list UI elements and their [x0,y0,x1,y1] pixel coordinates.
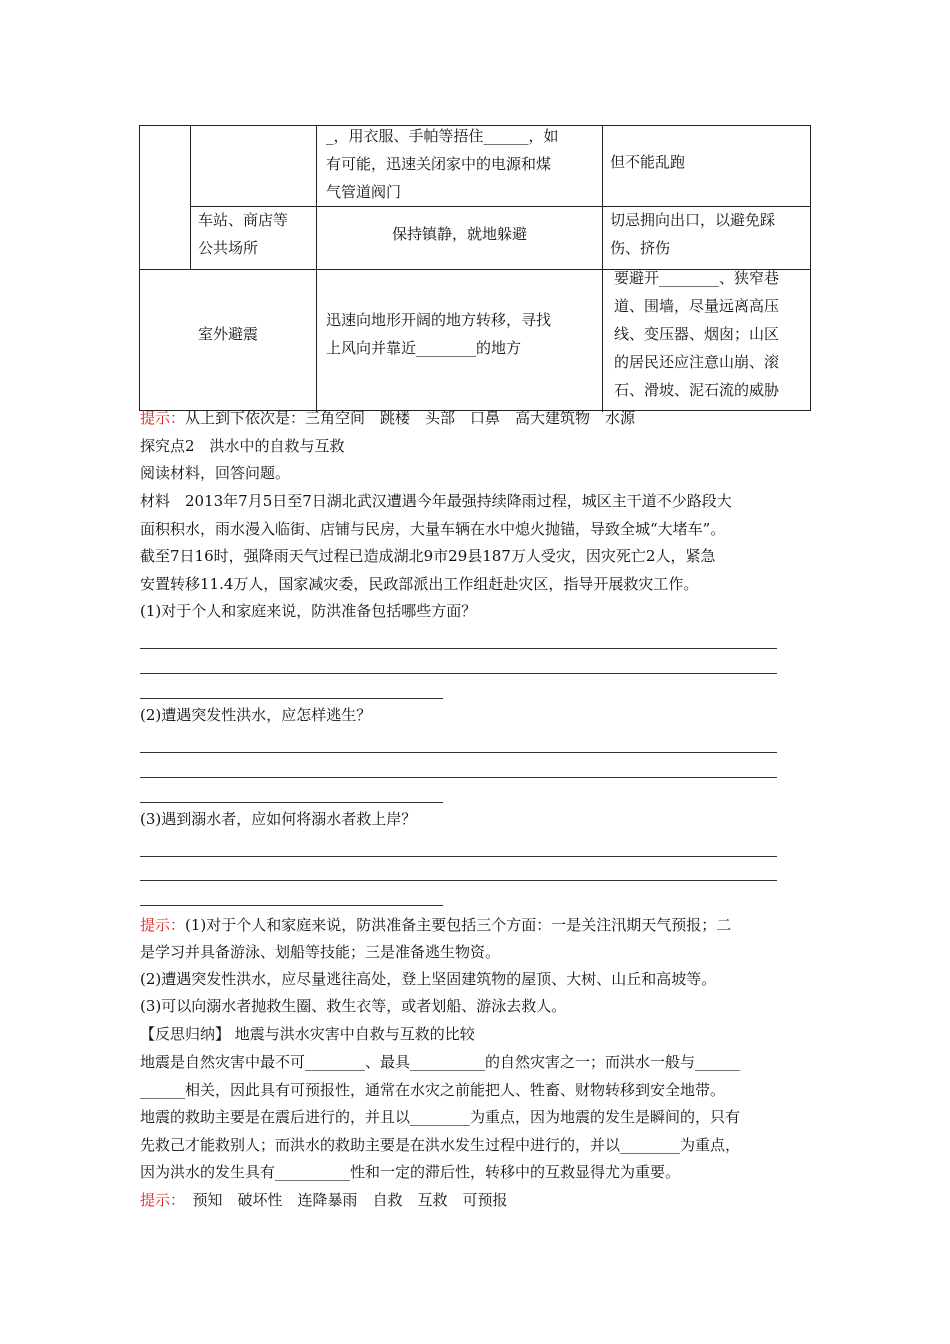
hint-line: (1)对于个人和家庭来说，防洪准备主要包括三个方面：一是关注汛期天气预报；二 [185,916,732,934]
cell-line: 迅速向地形开阔的地方转移，寻找 [326,311,552,329]
hint-1 [140,405,815,431]
cell-line: 伤、挤伤 [610,239,671,257]
reflect-body [140,1049,815,1187]
answer-line[interactable] [140,856,777,857]
table-cell-r2c3: 保持镇静，就地躲避 [391,225,527,243]
table-cell-r2c2 [198,206,316,262]
table-cell-r1c3 [326,122,598,206]
answer-line[interactable] [140,905,443,906]
answer-line[interactable] [140,752,777,753]
section-title: 探究点2 洪水中的自救与互救 [140,437,345,455]
hint-label: 提示： [140,409,186,427]
hint-text: 从上到下依次是：三角空间 跳楼 头部 口鼻 高大建筑物 水源 [185,409,636,427]
reflect-line: ______相关，因此具有可预报性，通常在水灾之前能把人、牲畜、财物转移到安全地带。 [140,1080,726,1099]
hint-label: 提示： [140,1191,178,1209]
hint-line: 是学习并具备游泳、划船等技能；三是准备逃生物资。 [140,943,501,961]
cell-line: 车站、商店等 [198,211,289,229]
cell-line: 要避开________、狭窄巷 [614,269,780,287]
cell-line: 的居民还应注意山崩、滚 [614,353,780,371]
table-cell-r2c4 [610,206,810,262]
reflect-line: 地震是自然灾害中最不可________、最具__________的自然灾害之一；而洪水一般与______ [140,1053,741,1071]
material [140,488,815,598]
hint-line: (3)可以向溺水者抛救生圈、救生衣等，或者划船、游泳去救人。 [140,997,567,1015]
hint-text: 预知 破坏性 连降暴雨 自救 互救 可预报 [177,1191,508,1209]
instruction: 阅读材料，回答问题。 [140,464,291,482]
material-line: 面积积水，雨水漫入临街、店铺与民房，大量车辆在水中熄火抛锚，导致全城“大堵车”。 [140,519,726,538]
answer-line[interactable] [140,880,777,881]
answer-line[interactable] [140,698,443,699]
hint-2 [140,912,815,1020]
table-cell-r3c4 [614,264,810,404]
material-line: 材料 2013年7月5日至7日湖北武汉遭遇今年最强持续降雨过程，城区主干道不少路段大 [140,492,732,510]
cell-line: 公共场所 [198,239,259,257]
answer-line[interactable] [140,802,443,803]
material-line: 截至7日16时，强降雨天气过程已造成湖北9市29县187万人受灾，因灾死亡2人，紧急 [140,547,716,565]
table-cell-r1c4: 但不能乱跑 [610,153,686,171]
cell-line: 切忌拥向出口，以避免踩 [610,211,776,229]
cell-line: 气管道阀门 [326,183,402,201]
reflect-line: 因为洪水的发生具有__________性和一定的滞后性，转移中的互救显得尤为重要。 [140,1163,681,1181]
cell-line: 上风向并靠近________的地方 [326,339,522,357]
reflect-line: 先救己才能救别人；而洪水的救助主要是在洪水发生过程中进行的，并以________为重点， [140,1135,741,1154]
question-3: (3)遇到溺水者，应如何将溺水者救上岸？ [140,810,417,828]
answer-line[interactable] [140,673,777,674]
cell-line: 道、围墙，尽量远离高压 [614,297,780,315]
material-line: 安置转移11.4万人，国家减灾委，民政部派出工作组赶赴灾区，指导开展救灾工作。 [140,574,699,593]
cell-line: _，用衣服、手帕等捂住______，如 [326,127,559,145]
evacuation-table [139,125,811,411]
question-2: (2)遭遇突发性洪水，应怎样逃生？ [140,706,372,724]
reflect-title: 【反思归纳】 地震与洪水灾害中自救与互救的比较 [140,1025,475,1043]
hint-label: 提示： [140,916,186,934]
question-1: (1)对于个人和家庭来说，防洪准备包括哪些方面？ [140,602,477,620]
answer-line[interactable] [140,648,777,649]
cell-line: 线、变压器、烟囱；山区 [614,325,780,343]
table-cell-r3c1: 室外避震 [197,325,258,343]
table-cell-r3c3 [326,306,602,362]
hint-3 [140,1187,815,1213]
answer-line[interactable] [140,777,777,778]
table-divider [190,126,191,269]
hint-line: (2)遭遇突发性洪水，应尽量逃往高处，登上坚固建筑物的屋顶、大树、山丘和高坡等。 [140,970,717,988]
cell-line: 有可能，迅速关闭家中的电源和煤 [326,155,552,173]
cell-line: 石、滑坡、泥石流的威胁 [614,381,780,399]
reflect-line: 地震的救助主要是在震后进行的，并且以________为重点，因为地震的发生是瞬间的，只有 [140,1108,741,1126]
